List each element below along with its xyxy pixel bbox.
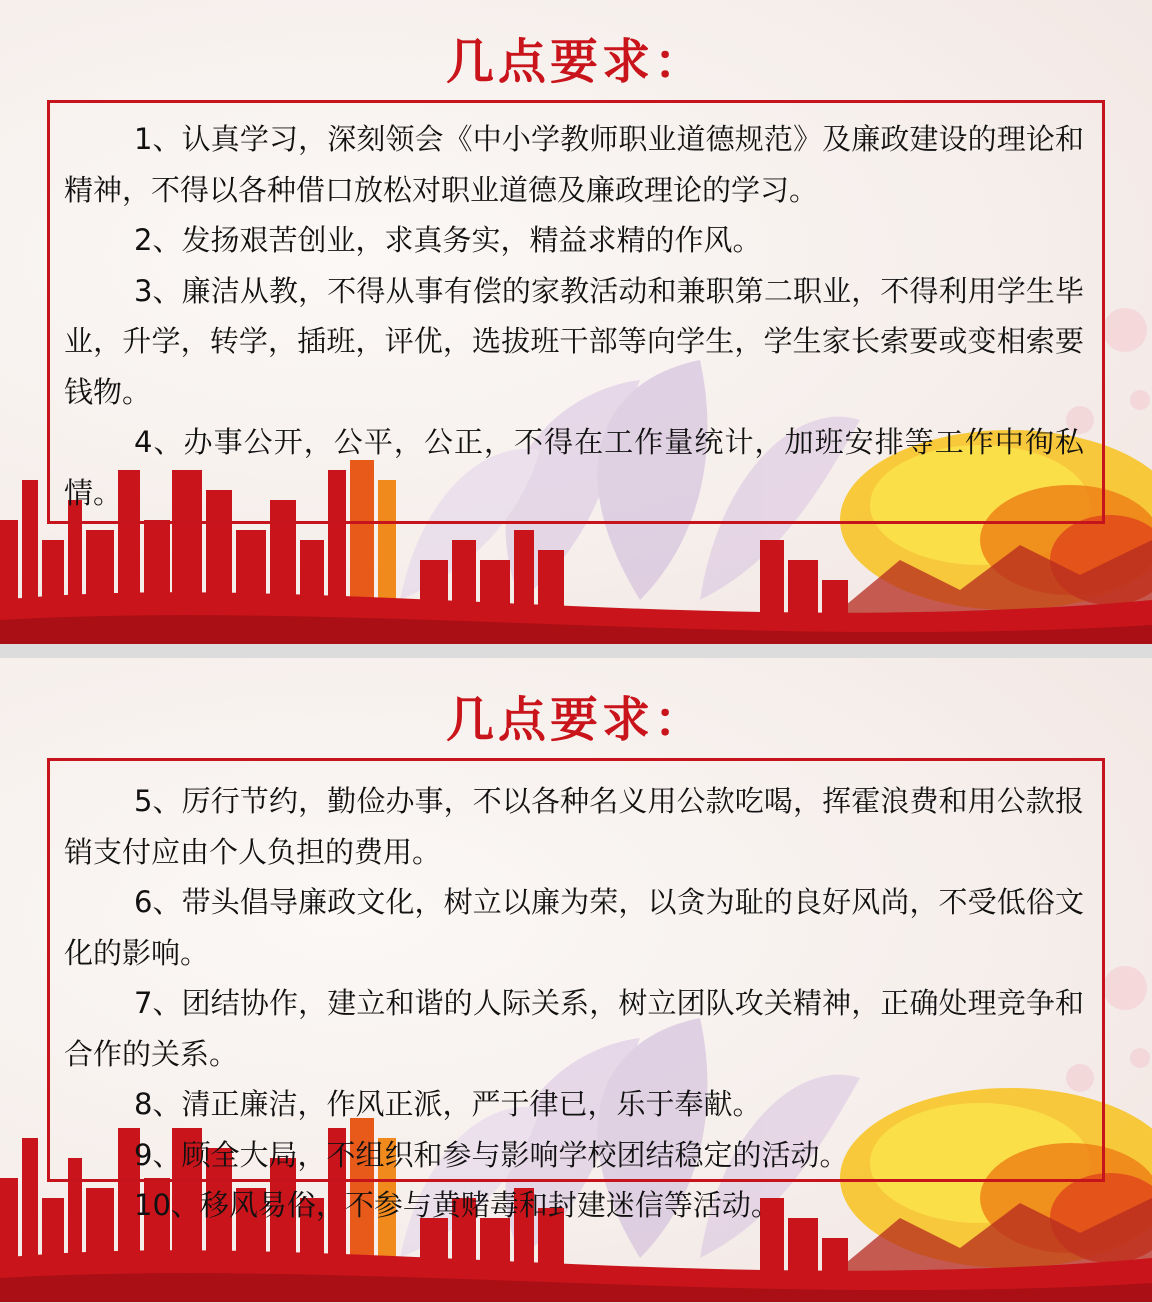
slide-title: 几点要求： (445, 34, 706, 90)
slide-title: 几点要求： (445, 692, 706, 748)
list-item: 3、廉洁从教，不得从事有偿的家教活动和兼职第二职业，不得利用学生毕业，升学，转学，插班，评优，选拔班干部等向学生，学生家长索要或变相索要钱物。 (64, 273, 1084, 409)
list-item: 9、顾全大局，不组织和参与影响学校团结稳定的活动。 (134, 1137, 849, 1172)
list-item: 8、清正廉洁，作风正派，严于律已，乐于奉献。 (134, 1087, 762, 1121)
list-item: 4、办事公开，公平，公正，不得在工作量统计，加班安排等工作中徇私情。 (64, 425, 1084, 510)
slide-1 (0, 0, 1152, 644)
requirements-list (64, 114, 1084, 518)
list-item: 2、发扬艰苦创业，求真务实，精益求精的作风。 (134, 223, 762, 257)
list-item: 1、认真学习，深刻领会《中小学教师职业道德规范》及廉政建设的理论和精神，不得以各种借口放松对职业道德及廉政理论的学习。 (64, 122, 1084, 207)
requirements-list (64, 776, 1084, 1231)
list-item: 6、带头倡导廉政文化，树立以廉为荣，以贪为耻的良好风尚，不受低俗文化的影响。 (64, 885, 1084, 970)
list-item: 5、厉行节约，勤俭办事，不以各种名义用公款吃喝，挥霍浪费和用公款报销支付应由个人负担的费用。 (64, 784, 1084, 869)
slide-2 (0, 658, 1152, 1302)
list-item: 7、团结协作，建立和谐的人际关系，树立团队攻关精神，正确处理竞争和合作的关系。 (64, 986, 1084, 1071)
list-item: 10、移风易俗，不参与黄赌毒和封建迷信等活动。 (134, 1188, 780, 1222)
